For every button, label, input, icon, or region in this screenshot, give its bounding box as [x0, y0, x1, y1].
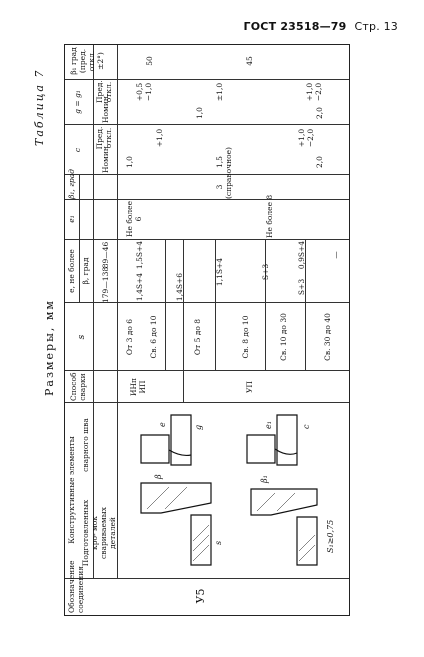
col-weld: сварного шва [81, 418, 90, 472]
g-pred-3: +1,0 −2,0 [305, 82, 323, 102]
label-e1: e₁ [264, 421, 273, 429]
page-number: Стр. 13 [354, 20, 398, 33]
table-caption: Таблица 7 [33, 68, 46, 146]
page-header [244, 20, 398, 33]
dims-caption: Размеры, мм [43, 299, 56, 396]
s-row-1: От 3 до 6 [125, 318, 134, 356]
e179-row-1: 1,4S+4 [135, 272, 144, 302]
c-nom-2: 1,5 [215, 156, 224, 168]
col-e-179: 179—138 [101, 266, 110, 303]
col-prepared: Подготовленных кро- мок свариваемых деталей [81, 499, 117, 567]
label-beta1: β₁ [260, 475, 269, 483]
rotated-table-sheet [30, 44, 350, 616]
c-nom-3: 2,0 [315, 156, 324, 168]
col-g: g = g₁ [73, 90, 82, 114]
col-s: s [77, 334, 87, 340]
s-row-3: От 5 до 8 [193, 318, 202, 356]
label-c: c [302, 424, 311, 429]
col-e: e, не более [67, 249, 76, 293]
s-row-4: Св. 8 до 10 [241, 315, 250, 359]
gost-number: ГОСТ 23518—79 [243, 20, 347, 33]
beta-last-2: 45 [245, 56, 254, 66]
g-nom-2: 2,0 [315, 107, 324, 119]
e89-row-5: 0,9S+4 [297, 240, 306, 270]
e1-value-1: Не более 6 [125, 200, 143, 238]
method-2: УП [245, 381, 254, 393]
c-pred-2: +1,0 −2,0 [297, 128, 315, 148]
e179-row-2: 1,4S+6 [175, 272, 184, 302]
g-pred-1: +0,5 −1,0 [135, 82, 153, 102]
col-c: c [73, 147, 82, 153]
s-row-6: Св. 30 до 40 [323, 313, 332, 361]
label-g: g [194, 424, 203, 430]
label-s: s [214, 540, 223, 545]
beta1-value-1: 3 (справочное) [215, 147, 233, 199]
designation-value: У5 [194, 588, 207, 604]
col-e1: e₁ [67, 215, 76, 223]
e179-row-4: S+3 [261, 263, 270, 281]
c-pred-1: +1,0 [155, 128, 164, 148]
col-c-pred: Пред. откл. [95, 126, 113, 150]
col-e-beta: β, град [81, 257, 90, 285]
col-elements: Конструктивные элементы [67, 436, 76, 544]
col-g-nom: Номин. [101, 93, 110, 123]
col-last: β₁ град (пред. откл. ±2°) [69, 47, 105, 75]
col-e-89: 89—46 [101, 241, 110, 269]
col-g-pred: Пред. откл. [95, 80, 113, 103]
e89-row-6: — [331, 251, 340, 259]
label-e: e [158, 422, 167, 427]
label-beta: β [154, 474, 163, 479]
beta-last-1: 50 [145, 56, 154, 66]
method-1: ИНп ИП [129, 377, 147, 397]
data-table [64, 44, 350, 616]
e179-row-5: S+3 [297, 278, 306, 296]
e89-row-1: 1,5S+4 [135, 240, 144, 270]
e1-value-2: Не более 8 [265, 194, 274, 238]
col-c-nom: Номин. [101, 143, 110, 173]
col-designation: Обозначение соединения [67, 560, 85, 613]
weld-drawing-top [121, 407, 231, 575]
s-row-2: Св. 6 до 10 [149, 315, 158, 359]
e179-row-3: 1,1S+4 [215, 257, 224, 287]
col-beta1: β₁, град [67, 169, 76, 199]
s-row-5: Св. 10 до 30 [279, 313, 288, 361]
c-nom-1: 1,0 [125, 156, 134, 168]
col-method: Способ сварки [69, 372, 87, 401]
g-nom-1: 1,0 [195, 107, 204, 119]
label-note: S₁≥0,75 [326, 519, 335, 553]
weld-drawing-bottom [237, 407, 347, 575]
g-pred-2: ±1,0 [215, 82, 224, 102]
